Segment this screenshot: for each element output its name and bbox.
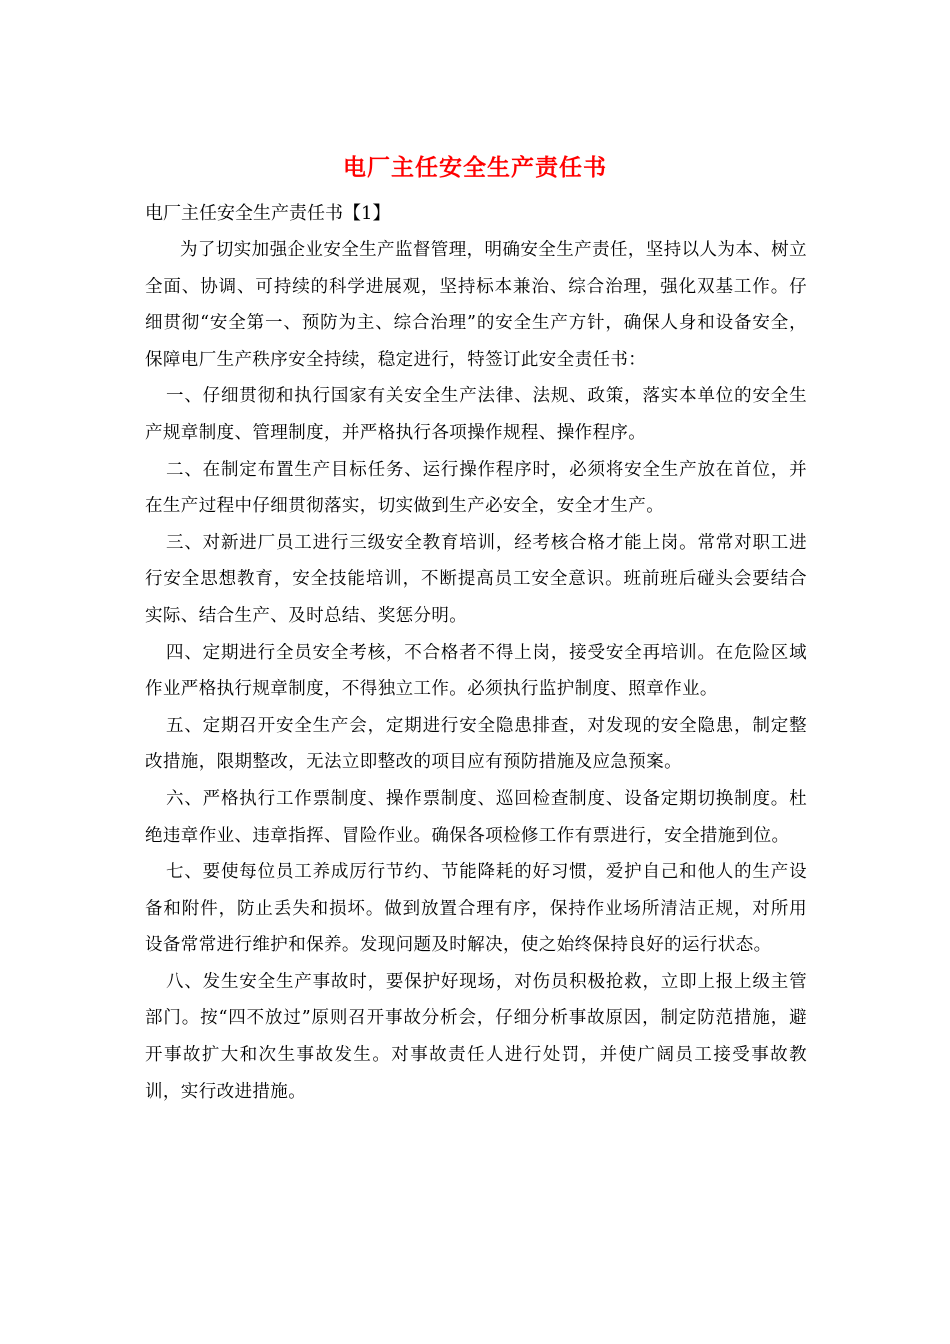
document-title: 电厂主任安全生产责任书	[343, 154, 607, 181]
clause-paragraph-8: 八、发生安全生产事故时，要保护好现场，对伤员积极抢救，立即上报上级主管部门。按“四不放过”原则召开事故分析会，仔细分析事故原因，制定防范措施，避开事故扩大和次生事故发生。对事故责任人进行处罚，并使广阔员工接受事故教训，实行改进措施。	[145, 971, 807, 1102]
document-subtitle: 电厂主任安全生产责任书【1】	[145, 203, 391, 224]
clause-paragraph-3: 三、对新进厂员工进行三级安全教育培训，经考核合格才能上岗。常常对职工进行安全思想教育，安全技能培训，不断提高员工安全意识。班前班后碰头会要结合实际、结合生产、及时总结、奖惩分明。	[145, 532, 807, 626]
clause-paragraph-2: 二、在制定布置生产目标任务、运行操作程序时，必须将安全生产放在首位，并在生产过程中仔细贯彻落实，切实做到生产必安全，安全才生产。	[145, 459, 807, 517]
clause-paragraph-7: 七、要使每位员工养成厉行节约、节能降耗的好习惯，爱护自己和他人的生产设备和附件，防止丢失和损坏。做到放置合理有序，保持作业场所清洁正规，对所用设备常常进行维护和保养。发现问题及时解决，使之始终保持良好的运行状态。	[145, 862, 807, 956]
document-body	[145, 196, 807, 1110]
clause-paragraph-6: 六、严格执行工作票制度、操作票制度、巡回检查制度、设备定期切换制度。杜绝违章作业、违章指挥、冒险作业。确保各项检修工作有票进行，安全措施到位。	[145, 788, 807, 846]
clause-paragraph-1: 一、仔细贯彻和执行国家有关安全生产法律、法规、政策，落实本单位的安全生产规章制度、管理制度，并严格执行各项操作规程、操作程序。	[145, 386, 807, 443]
clause-paragraph-4: 四、定期进行全员安全考核，不合格者不得上岗，接受安全再培训。在危险区域作业严格执行规章制度，不得独立工作。必须执行监护制度、照章作业。	[145, 642, 807, 700]
intro-paragraph: 为了切实加强企业安全生产监督管理，明确安全生产责任，坚持以人为本、树立全面、协调、可持续的科学进展观，坚持标本兼治、综合治理，强化双基工作。仔细贯彻“安全第一、预防为主、综合治理”的安全生产方针，确保人身和设备安全，保障电厂生产秩序安全持续，稳定进行，特签订此安全责任书：	[145, 240, 807, 370]
clause-paragraph-5: 五、定期召开安全生产会，定期进行安全隐患排查，对发现的安全隐患，制定整改措施，限期整改，无法立即整改的项目应有预防措施及应急预案。	[145, 715, 807, 773]
